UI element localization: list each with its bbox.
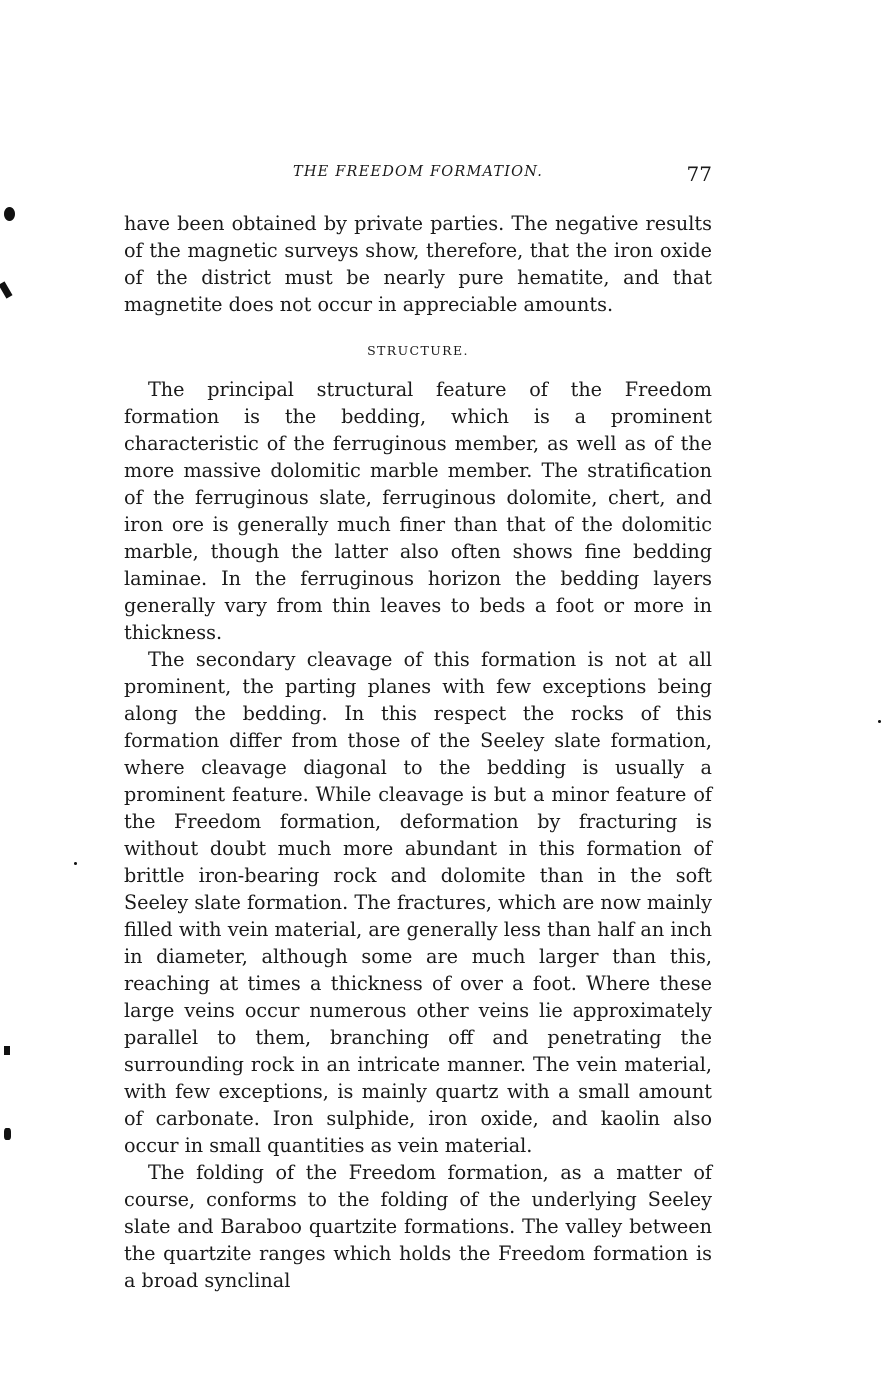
paragraph-folding: The folding of the Freedom formation, as a matter of course, conforms to the folding of the underlying Seeley slate and Baraboo quartzite formations. The valley between the quartzite ranges which holds the Freedom formation is a broad synclinal [124,1161,712,1292]
page-number: 77 [686,162,712,186]
scan-speck [0,281,13,298]
scan-speck [4,207,15,221]
section-heading: STRUCTURE. [367,343,469,358]
scan-speck [4,1128,11,1140]
paragraph-bedding: The principal structural feature of the Freedom formation is the bedding, which is a prominent characteristic of the ferruginous member, as well as of the more massive dolomitic marble member. The stratification of the ferruginous slate, ferruginous dolomite, chert, and iron ore is generally much finer than that of the dolomitic marble, though the latter also often shows fine bedding laminae. In the ferruginous horizon the bedding layers generally vary from thin leaves to beds a foot or more in thickness. [124,378,712,644]
running-head [124,164,712,186]
running-title: THE FREEDOM FORMATION. [292,164,544,180]
scan-speck [74,862,77,865]
paragraph-cleavage: The secondary cleavage of this formation is not at all prominent, the parting planes with few exceptions being along the bedding. In this respect the rocks of this formation differ from those of the Seeley slate formation, where cleavage diagonal to the bedding is usually a prominent feature. While cleavage is but a minor feature of the Freedom formation, deformation by fracturing is without doubt much more abundant in this formation of brittle iron-bearing rock and dolomite than in the soft Seeley slate formation. The fractures, which are now mainly filled with vein material, are generally less than half an inch in diameter, although some are much larger than this, reaching at times a thickness of over a foot. Where these large veins occur numerous other veins lie approximately parallel to them, branching off and penetrating the surrounding rock in an intricate manner. The vein material, with few exceptions, is mainly quartz with a small amount of carbonate. Iron sulphide, iron oxide, and kaolin also occur in small quantities as vein material. [124,648,712,1157]
body-text [124,210,712,1294]
scan-speck [4,1046,10,1055]
scan-speck [878,720,881,723]
paragraph-continued: have been obtained by private parties. The negative results of the magnetic surveys show, therefore, that the iron oxide of the district must be nearly pure hematite, and that magnetite does not occur in appreciable amounts. [124,212,712,316]
